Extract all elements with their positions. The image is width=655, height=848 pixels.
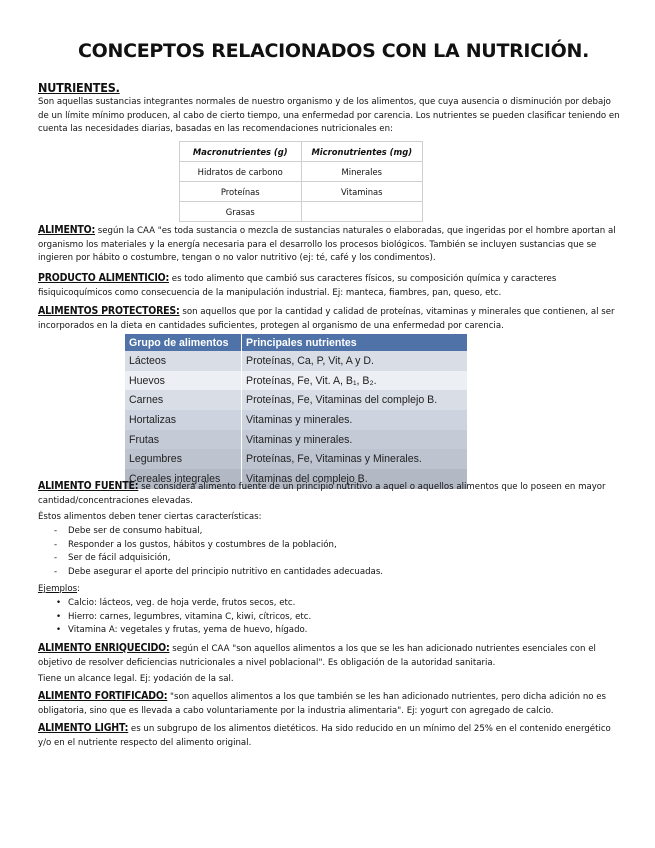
table-row — [180, 182, 423, 202]
light-definition: es un subgrupo de los alimentos dietéticos. Ha sido reducido en un mínimo del 25% en el contenido energético y/o en el nutriente respecto del alimento original. — [38, 724, 611, 748]
list-item: • Vitamina A: vegetales y frutas, yema de huevo, hígado. — [38, 624, 598, 638]
table-row — [125, 449, 467, 469]
nutrient-header: Macronutrientes (g) — [180, 142, 302, 162]
table-row — [125, 351, 467, 371]
enriquecido-note: Tiene un alcance legal. Ej: yodación de la sal. — [38, 674, 234, 684]
list-item: - Debe ser de consumo habitual, — [38, 525, 598, 539]
list-item: - Debe asegurar el aporte del principio nutritivo en cantidades adecuadas. — [38, 566, 598, 580]
nutrients-cell: Vitaminas del complejo B. — [242, 469, 468, 489]
producto-paragraph — [38, 272, 620, 300]
protectores-term: ALIMENTOS PROTECTORES: — [38, 305, 180, 317]
food-group-cell: Cereales integrales — [125, 469, 242, 489]
fortificado-paragraph — [38, 690, 620, 718]
fuente-definition: se considera alimento fuente de un principio nutritivo a aquel o aquellos alimentos que lo poseen en mayor cantidad/concentraciones elevadas. — [38, 482, 606, 506]
examples-label-line: Ejemplos: — [38, 584, 80, 594]
protectores-definition: son aquellos que por la cantidad y calidad de proteínas, vitaminas y minerales que contienen, al ser incorporados en la dieta en cantidades suficientes, protegen al organismo de una enfermedad por carencia. — [38, 307, 615, 331]
table-row — [125, 371, 467, 391]
food-group-cell: Frutas — [125, 430, 242, 450]
examples-list — [38, 597, 598, 638]
nutrient-cell: Vitaminas — [301, 182, 423, 202]
list-item: • Calcio: lácteos, veg. de hoja verde, frutos secos, etc. — [38, 597, 598, 611]
nutrient-table — [179, 141, 423, 222]
food-group-cell: Carnes — [125, 390, 242, 410]
food-table-header: Grupo de alimentos — [125, 334, 242, 351]
enriquecido-term: ALIMENTO ENRIQUECIDO: — [38, 642, 170, 654]
nutrients-cell: Proteínas, Fe, Vit. A, B₁, B₂. — [242, 371, 468, 391]
section-heading-nutrientes: NUTRIENTES. — [38, 80, 120, 95]
fuente-term: ALIMENTO FUENTE: — [38, 480, 139, 492]
food-groups-table — [125, 334, 467, 489]
nutrients-cell: Vitaminas y minerales. — [242, 430, 468, 450]
alimento-term: ALIMENTO: — [38, 224, 96, 236]
food-group-cell: Hortalizas — [125, 410, 242, 430]
alimento-paragraph — [38, 224, 620, 266]
table-row — [125, 430, 467, 450]
nutrients-cell: Proteínas, Ca, P, Vit, A y D. — [242, 351, 468, 371]
food-group-cell: Huevos — [125, 371, 242, 391]
nutrient-cell: Hidratos de carbono — [180, 162, 302, 182]
food-group-cell: Lácteos — [125, 351, 242, 371]
light-term: ALIMENTO LIGHT: — [38, 722, 129, 734]
characteristics-list — [38, 525, 598, 579]
protectores-paragraph — [38, 305, 620, 333]
examples-label: Ejemplos — [38, 584, 78, 594]
food-table-header: Principales nutrientes — [242, 334, 468, 351]
table-row — [180, 162, 423, 182]
fuente-paragraph — [38, 480, 620, 508]
table-row — [125, 390, 467, 410]
table-row — [125, 410, 467, 430]
nutrient-header: Micronutrientes (mg) — [301, 142, 423, 162]
food-group-cell: Legumbres — [125, 449, 242, 469]
nutrientes-paragraph: Son aquellas sustancias integrantes normales de nuestro organismo y de los alimentos, que cuya ausencia o disminución por debajo de un límite mínimo producen, al cabo de cierto tiempo, una enfermedad por carencia. Los nutrientes se pueden clasificar teniendo en cuenta las necesidades diarias, basadas en las recomendaciones nutricionales en: — [38, 97, 620, 135]
nutrients-cell: Vitaminas y minerales. — [242, 410, 468, 430]
nutrient-cell: Grasas — [180, 202, 302, 222]
enriquecido-definition: según el CAA "son aquellos alimentos a los que se les han adicionado nutrientes esenciales con el objetivo de resolver deficiencias nutricionales a nivel poblacional". Es obligación de la autoridad sanitaria. — [38, 644, 596, 668]
nutrients-cell: Proteínas, Fe, Vitaminas del complejo B. — [242, 390, 468, 410]
fortificado-term: ALIMENTO FORTIFICADO: — [38, 690, 168, 702]
nutrient-cell — [301, 202, 423, 222]
producto-term: PRODUCTO ALIMENTICIO: — [38, 272, 170, 284]
fortificado-definition: "son aquellos alimentos a los que también se les han adicionado nutrientes, pero dicha adición no es obligatoria, sino que es llevada a cabo voluntariamente por la industria alimentaria". Ej: yogurt con agregado de calcio. — [38, 692, 607, 716]
enriquecido-paragraph — [38, 642, 620, 670]
page-title: CONCEPTOS RELACIONADOS CON LA NUTRICIÓN. — [78, 40, 589, 62]
table-row — [180, 202, 423, 222]
nutrient-cell: Minerales — [301, 162, 423, 182]
list-item: - Responder a los gustos, hábitos y costumbres de la población, — [38, 539, 598, 553]
nutrients-cell: Proteínas, Fe, Vitaminas y Minerales. — [242, 449, 468, 469]
producto-definition: es todo alimento que cambió sus caracteres físicos, su composición química y caracteres fisiquicoquímicos como consecuencia de la manipulación industrial. Ej: manteca, fiambres, pan, queso, etc. — [38, 274, 557, 298]
fuente-intro: Éstos alimentos deben tener ciertas características: — [38, 512, 262, 522]
nutrient-cell: Proteínas — [180, 182, 302, 202]
light-paragraph — [38, 722, 620, 750]
list-item: • Hierro: carnes, legumbres, vitamina C, kiwi, cítricos, etc. — [38, 611, 598, 625]
list-item: - Ser de fácil adquisición, — [38, 552, 598, 566]
alimento-definition: según la CAA "es toda sustancia o mezcla de sustancias naturales o elaboradas, que ingeridas por el hombre aportan al organismo los materiales y la energía necesaria para el desarrollo los procesos biológicos. También se incluyen sustancias que se ingieren por hábito o costumbre, tengan o no valor nutritivo (ej: té, café y los condimentos). — [38, 226, 616, 264]
